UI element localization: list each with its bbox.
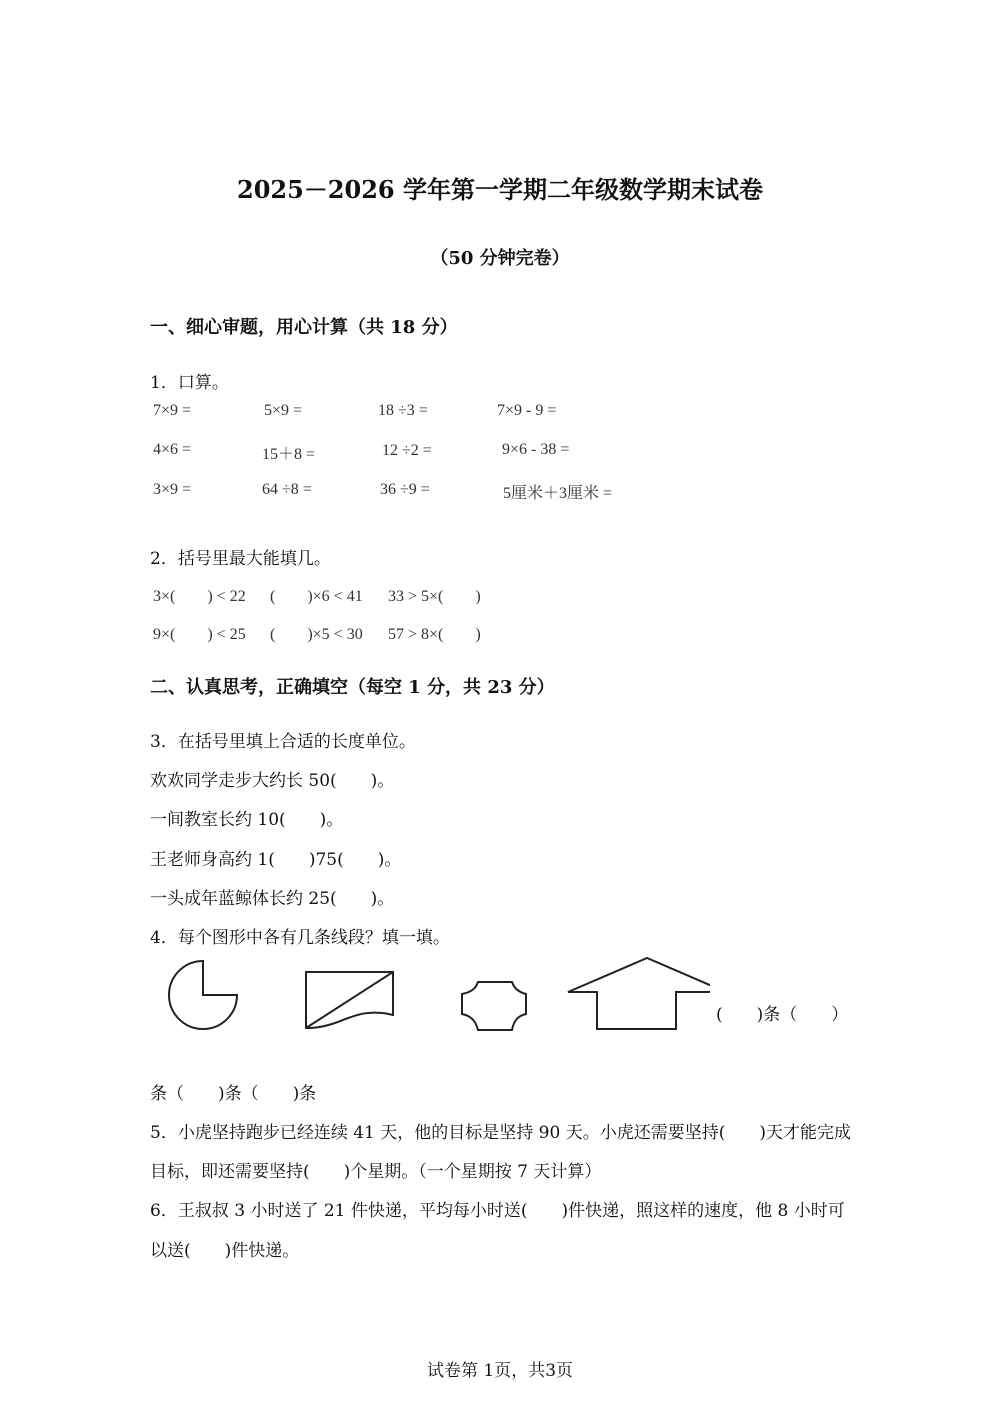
calc-item: 15＋8 = [262,446,316,463]
question-3-line: 欢欢同学走步大约长 50( )。 [150,771,395,791]
question-3-line: 一间教室长约 10( )。 [150,810,344,830]
compare-item: ( )×5 < 30 [270,626,363,643]
compare-item: 33 > 5×( ) [388,588,481,605]
question-4-prompt: 4．每个图形中各有几条线段？填一填。 [150,928,450,948]
page-title: 2025－2026 学年第一学期二年级数学期末试卷 [237,175,763,204]
arrow-up-figure [568,958,710,1029]
question-4-blanks-right: ( )条（ ） [716,1005,849,1025]
question-6-line: 6．王叔叔 3 小时送了 21 件快递，平均每小时送( )件快递，照这样的速度，他 8 小时可 [150,1201,845,1221]
calc-item: 12 ÷2 = [382,442,432,459]
question-5-line: 目标，即还需要坚持( )个星期。（一个星期按 7 天计算） [150,1162,602,1182]
section-1-heading: 一、细心审题，用心计算（共 18 分） [150,317,458,338]
compare-item: 57 > 8×( ) [388,626,481,643]
question-3-prompt: 3．在括号里填上合适的长度单位。 [150,732,416,752]
page-subtitle: （50 分钟完卷） [430,248,570,269]
question-3-line: 一头成年蓝鲸体长约 25( )。 [150,889,395,909]
calc-item: 18 ÷3 = [378,402,428,419]
pie-shape-figure [169,961,237,1029]
page-footer: 试卷第 1页，共3页 [426,1361,574,1381]
question-2-prompt: 2．括号里最大能填几。 [150,549,331,569]
question-5-line: 5．小虎坚持跑步已经连续 41 天，他的目标是坚持 90 天。小虎还需要坚持( )天才能完成 [150,1123,851,1143]
compare-item: ( )×6 < 41 [270,588,363,605]
calc-item: 5×9 = [264,402,303,419]
question-1-prompt: 1．口算。 [150,373,229,393]
segment-figures [150,950,710,1045]
calc-item: 64 ÷8 = [262,481,312,498]
question-6-line: 以送( )件快递。 [150,1241,300,1261]
concave-octagon-figure [462,982,526,1030]
question-4-blanks-below: 条（ )条（ )条 [150,1084,317,1104]
calc-item: 5厘米＋3厘米 = [503,485,613,502]
calc-item: 9×6 - 38 = [502,441,570,458]
compare-item: 9×( ) < 25 [153,626,246,643]
section-2-heading: 二、认真思考，正确填空（每空 1 分，共 23 分） [150,677,555,698]
calc-item: 3×9 = [153,481,192,498]
rectangle-diagonal-figure [306,972,393,1028]
question-3-line: 王老师身高约 1( )75( )。 [150,850,402,870]
compare-item: 3×( ) < 22 [153,588,246,605]
calc-item: 36 ÷9 = [380,481,430,498]
calc-item: 7×9 = [153,402,192,419]
calc-item: 7×9 - 9 = [497,402,557,419]
calc-item: 4×6 = [153,441,192,458]
